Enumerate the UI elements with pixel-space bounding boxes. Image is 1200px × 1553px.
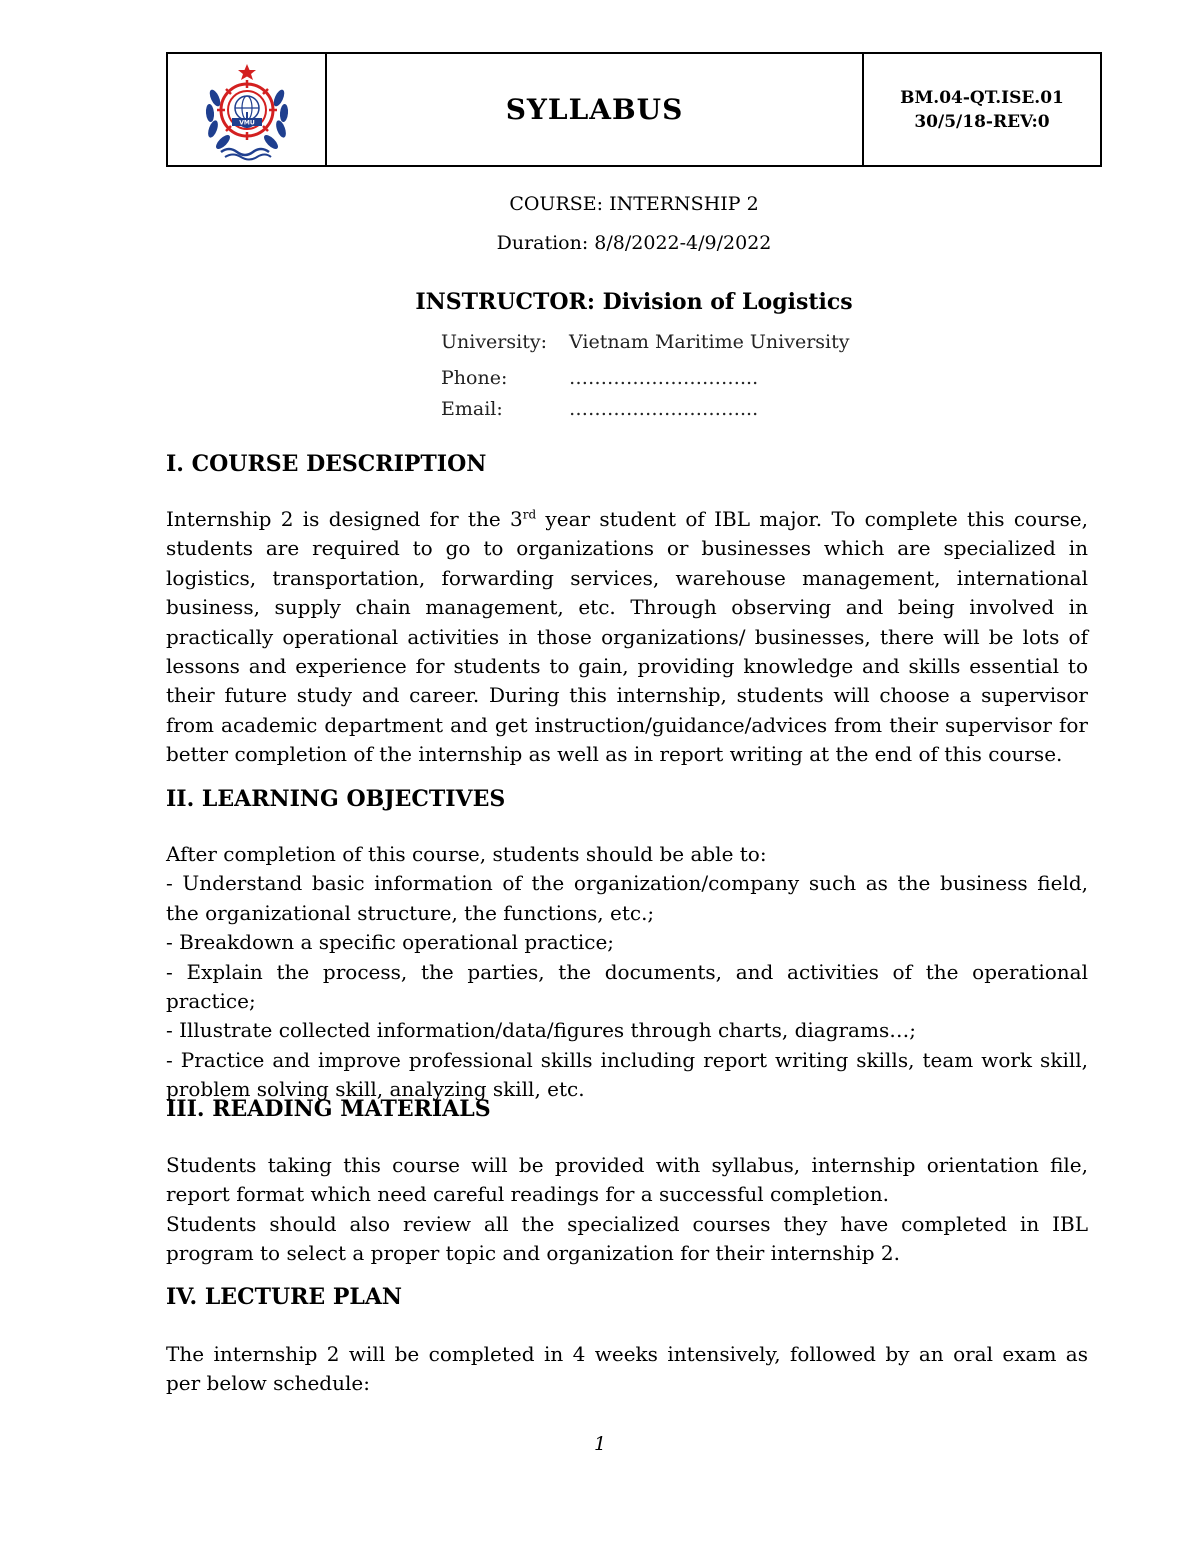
reading-materials-paragraph: [166, 1151, 1088, 1269]
email-label: Email:: [441, 398, 503, 420]
section-heading-lecture-plan: IV. LECTURE PLAN: [166, 1284, 403, 1310]
list-item: - Illustrate collected information/data/figures through charts, diagrams…;: [166, 1018, 916, 1043]
learning-objectives-list: [166, 840, 1088, 1105]
lecture-plan-paragraph: [166, 1340, 1088, 1399]
university-label: University:: [441, 331, 547, 353]
email-value: ………………………...: [569, 398, 759, 420]
paragraph-line: better completion of the internship as well as in report writing at the end of this course.: [166, 742, 1063, 767]
course-duration: Duration: 8/8/2022-4/9/2022: [496, 232, 772, 254]
list-item: - Explain the process, the parties, the documents, and activities of the operational practice;: [166, 959, 1088, 1014]
logo-label: VMU: [238, 119, 255, 126]
university-logo: [195, 58, 299, 162]
section-heading-reading-materials: III. READING MATERIALS: [166, 1096, 491, 1122]
list-line: After completion of this course, students should be able to:: [166, 842, 767, 866]
paragraph-line: program to select a proper topic and organization for their internship 2.: [166, 1241, 901, 1266]
list-line: problem solving skill, analyzing skill, etc.: [166, 1077, 585, 1102]
university-value: Vietnam Maritime University: [569, 331, 850, 353]
paragraph-line: report format which need careful readings for a successful completion.: [166, 1182, 889, 1207]
document-code: [864, 54, 1100, 165]
list-item: - Practice and improve professional skills including report writing skills, team work skill,: [166, 1047, 1088, 1072]
course-name: COURSE: INTERNSHIP 2: [509, 193, 759, 215]
paragraph-line: logistics, transportation, forwarding services, warehouse management, international: [166, 565, 1088, 590]
paragraph-line: business, supply chain management, etc. Through observing and being involved in: [166, 595, 1088, 620]
instructor-heading: INSTRUCTOR: Division of Logistics: [415, 289, 853, 315]
paragraph-line: their future study and career. During this internship, students will choose a supervisor: [166, 683, 1088, 708]
document-title: SYLLABUS: [327, 54, 864, 165]
paragraph-line: The internship 2 will be completed in 4 weeks intensively, followed by an oral exam as: [166, 1342, 1088, 1366]
section-heading-learning-objectives: II. LEARNING OBJECTIVES: [166, 786, 506, 812]
phone-label: Phone:: [441, 367, 508, 389]
paragraph-line: Internship 2 is designed for the 3rd year student of IBL major. To complete this course,: [166, 507, 1088, 531]
paragraph-line: Students taking this course will be provided with syllabus, internship orientation file,: [166, 1153, 1088, 1177]
code-line-2: 30/5/18-REV:0: [914, 111, 1050, 132]
paragraph-line: Students should also review all the specialized courses they have completed in IBL: [166, 1211, 1088, 1236]
phone-value: ………………………...: [569, 367, 759, 389]
list-line: the organizational structure, the functions, etc.;: [166, 900, 655, 925]
logo-cell: [168, 54, 327, 165]
paragraph-line: lessons and experience for students to gain, providing knowledge and skills essential to: [166, 654, 1088, 679]
list-item: - Understand basic information of the organization/company such as the business field,: [166, 871, 1088, 896]
code-line-1: BM.04-QT.ISE.01: [900, 87, 1064, 108]
page-number: 1: [593, 1433, 607, 1455]
paragraph-line: per below schedule:: [166, 1371, 370, 1396]
list-item: - Breakdown a specific operational practice;: [166, 930, 615, 955]
paragraph-line: from academic department and get instruction/guidance/advices from their supervisor for: [166, 712, 1088, 737]
paragraph-line: practically operational activities in those organizations/ businesses, there will be lots of: [166, 624, 1088, 649]
paragraph-line: students are required to go to organizations or businesses which are specialized in: [166, 536, 1088, 561]
header-table: [166, 52, 1102, 167]
star-icon: [238, 64, 256, 80]
section-heading-course-description: I. COURSE DESCRIPTION: [166, 451, 487, 477]
course-description-paragraph: [166, 505, 1088, 770]
